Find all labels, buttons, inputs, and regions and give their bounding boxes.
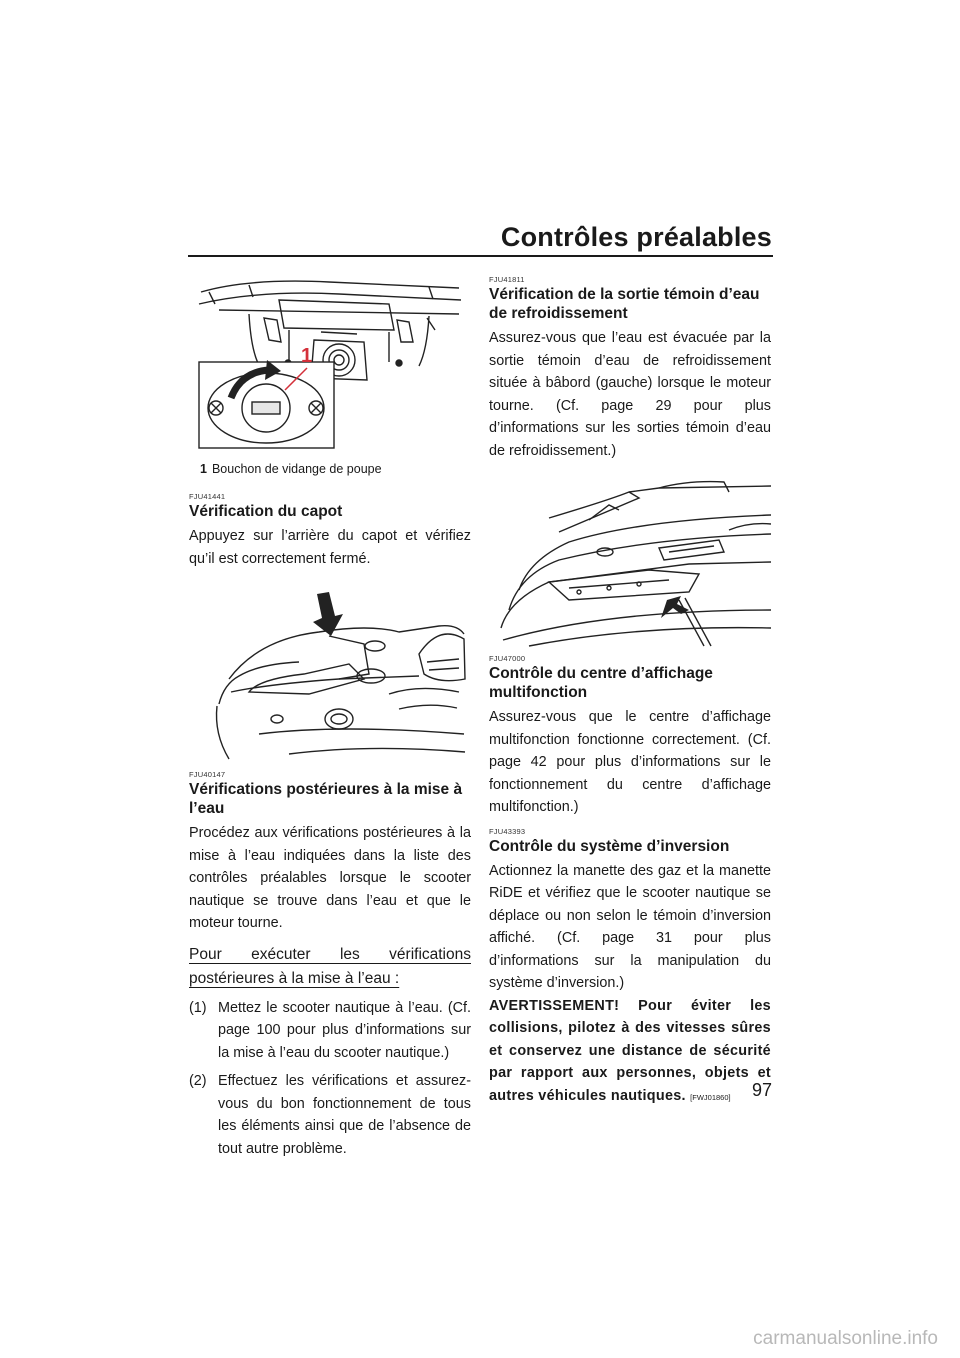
procedure-subheading: Pour exécuter les vérifications postérieures à la mise à l’eau : <box>189 945 471 987</box>
step-text: Effectuez les vérifications et assurez-vous du bon fonctionnement de tous les éléments ainsi que de l’absence de tout autre problème. <box>218 1073 471 1157</box>
figure-caption <box>189 462 471 476</box>
right-column <box>489 275 771 1109</box>
section-affichage <box>489 654 771 819</box>
section-heading: Vérification de la sortie témoin d’eau de refroidissement <box>489 286 760 322</box>
page-number: 97 <box>751 1080 772 1100</box>
left-column <box>189 270 471 1166</box>
drain-plug-illustration <box>189 270 471 460</box>
title-rule <box>188 255 773 257</box>
callout-number: 1 <box>301 345 313 367</box>
section-inversion <box>489 827 771 1110</box>
section-body: Assurez-vous que l’eau est évacuée par la sortie témoin d’eau de refroidissement située à bâbord (gauche) lorsque le moteur tourne. (Cf. page 29 pour plus d’informations sur les sorties témoin d’eau de refroidissement.) <box>489 330 771 459</box>
section-heading: Vérification du capot <box>189 503 343 520</box>
section-heading: Contrôle du système d’inversion <box>489 837 730 855</box>
cooling-outlet-illustration <box>489 470 771 648</box>
warning-code: [FWJ01860] <box>690 1092 731 1102</box>
section-code: FJU47000 <box>489 654 526 663</box>
watermark: carmanualsonline.info <box>753 1328 938 1349</box>
section-code: FJU41441 <box>189 492 226 501</box>
procedure-steps <box>189 997 471 1161</box>
list-item <box>189 997 471 1065</box>
step-text: Mettez le scooter nautique à l’eau. (Cf. page 100 pour plus d’informations sur la mise à l’eau du scooter nautique.) <box>218 999 471 1061</box>
section-body: Procédez aux vérifications postérieures à la mise à l’eau indiquées dans la liste des contrôles préalables lorsque le scooter nautique se trouve dans l’eau et que le moteur tourne. <box>189 825 471 931</box>
seat-press-illustration <box>189 584 471 764</box>
section-body: Actionnez la manette des gaz et la manette RiDE et vérifiez que le scooter nautique se déplace ou non selon le témoin d’inversion affiché. (Cf. page 31 pour plus d’informations sur la manipulation du système d’inversion.) <box>489 862 771 991</box>
figure-drain-plug <box>189 270 471 476</box>
section-capot <box>189 492 471 570</box>
section-body: Appuyez sur l’arrière du capot et vérifiez qu’il est correctement fermé. <box>189 528 471 567</box>
caption-text: Bouchon de vidange de poupe <box>211 462 382 476</box>
caption-number: 1 <box>200 462 207 476</box>
step-number: (2) <box>189 1073 207 1089</box>
section-code: FJU43393 <box>489 826 526 836</box>
section-code: FJU41811 <box>489 275 525 284</box>
section-mise-a-l-eau <box>189 770 471 1160</box>
step-number: (1) <box>189 999 207 1016</box>
list-item <box>189 1070 471 1160</box>
section-heading: Contrôle du centre d’affichage multifonction <box>489 665 713 701</box>
warning-text <box>489 995 771 1110</box>
section-code: FJU40147 <box>189 770 226 779</box>
section-heading: Vérifications postérieures à la mise à l’eau <box>189 781 463 817</box>
warning-message: AVERTISSEMENT! Pour éviter les collisions, pilotez à des vitesses sûres et conservez une distance de sécurité par rapport aux personnes, objets et autres véhicules nautiques. <box>489 997 771 1104</box>
section-refroidissement <box>489 275 771 462</box>
page-title: Contrôles préalables <box>500 222 772 252</box>
section-body: Assurez-vous que le centre d’affichage multifonction fonctionne correctement. (Cf. page 42 pour plus d’informations sur le fonctionnement du centre d’affichage multifonction.) <box>489 709 771 815</box>
